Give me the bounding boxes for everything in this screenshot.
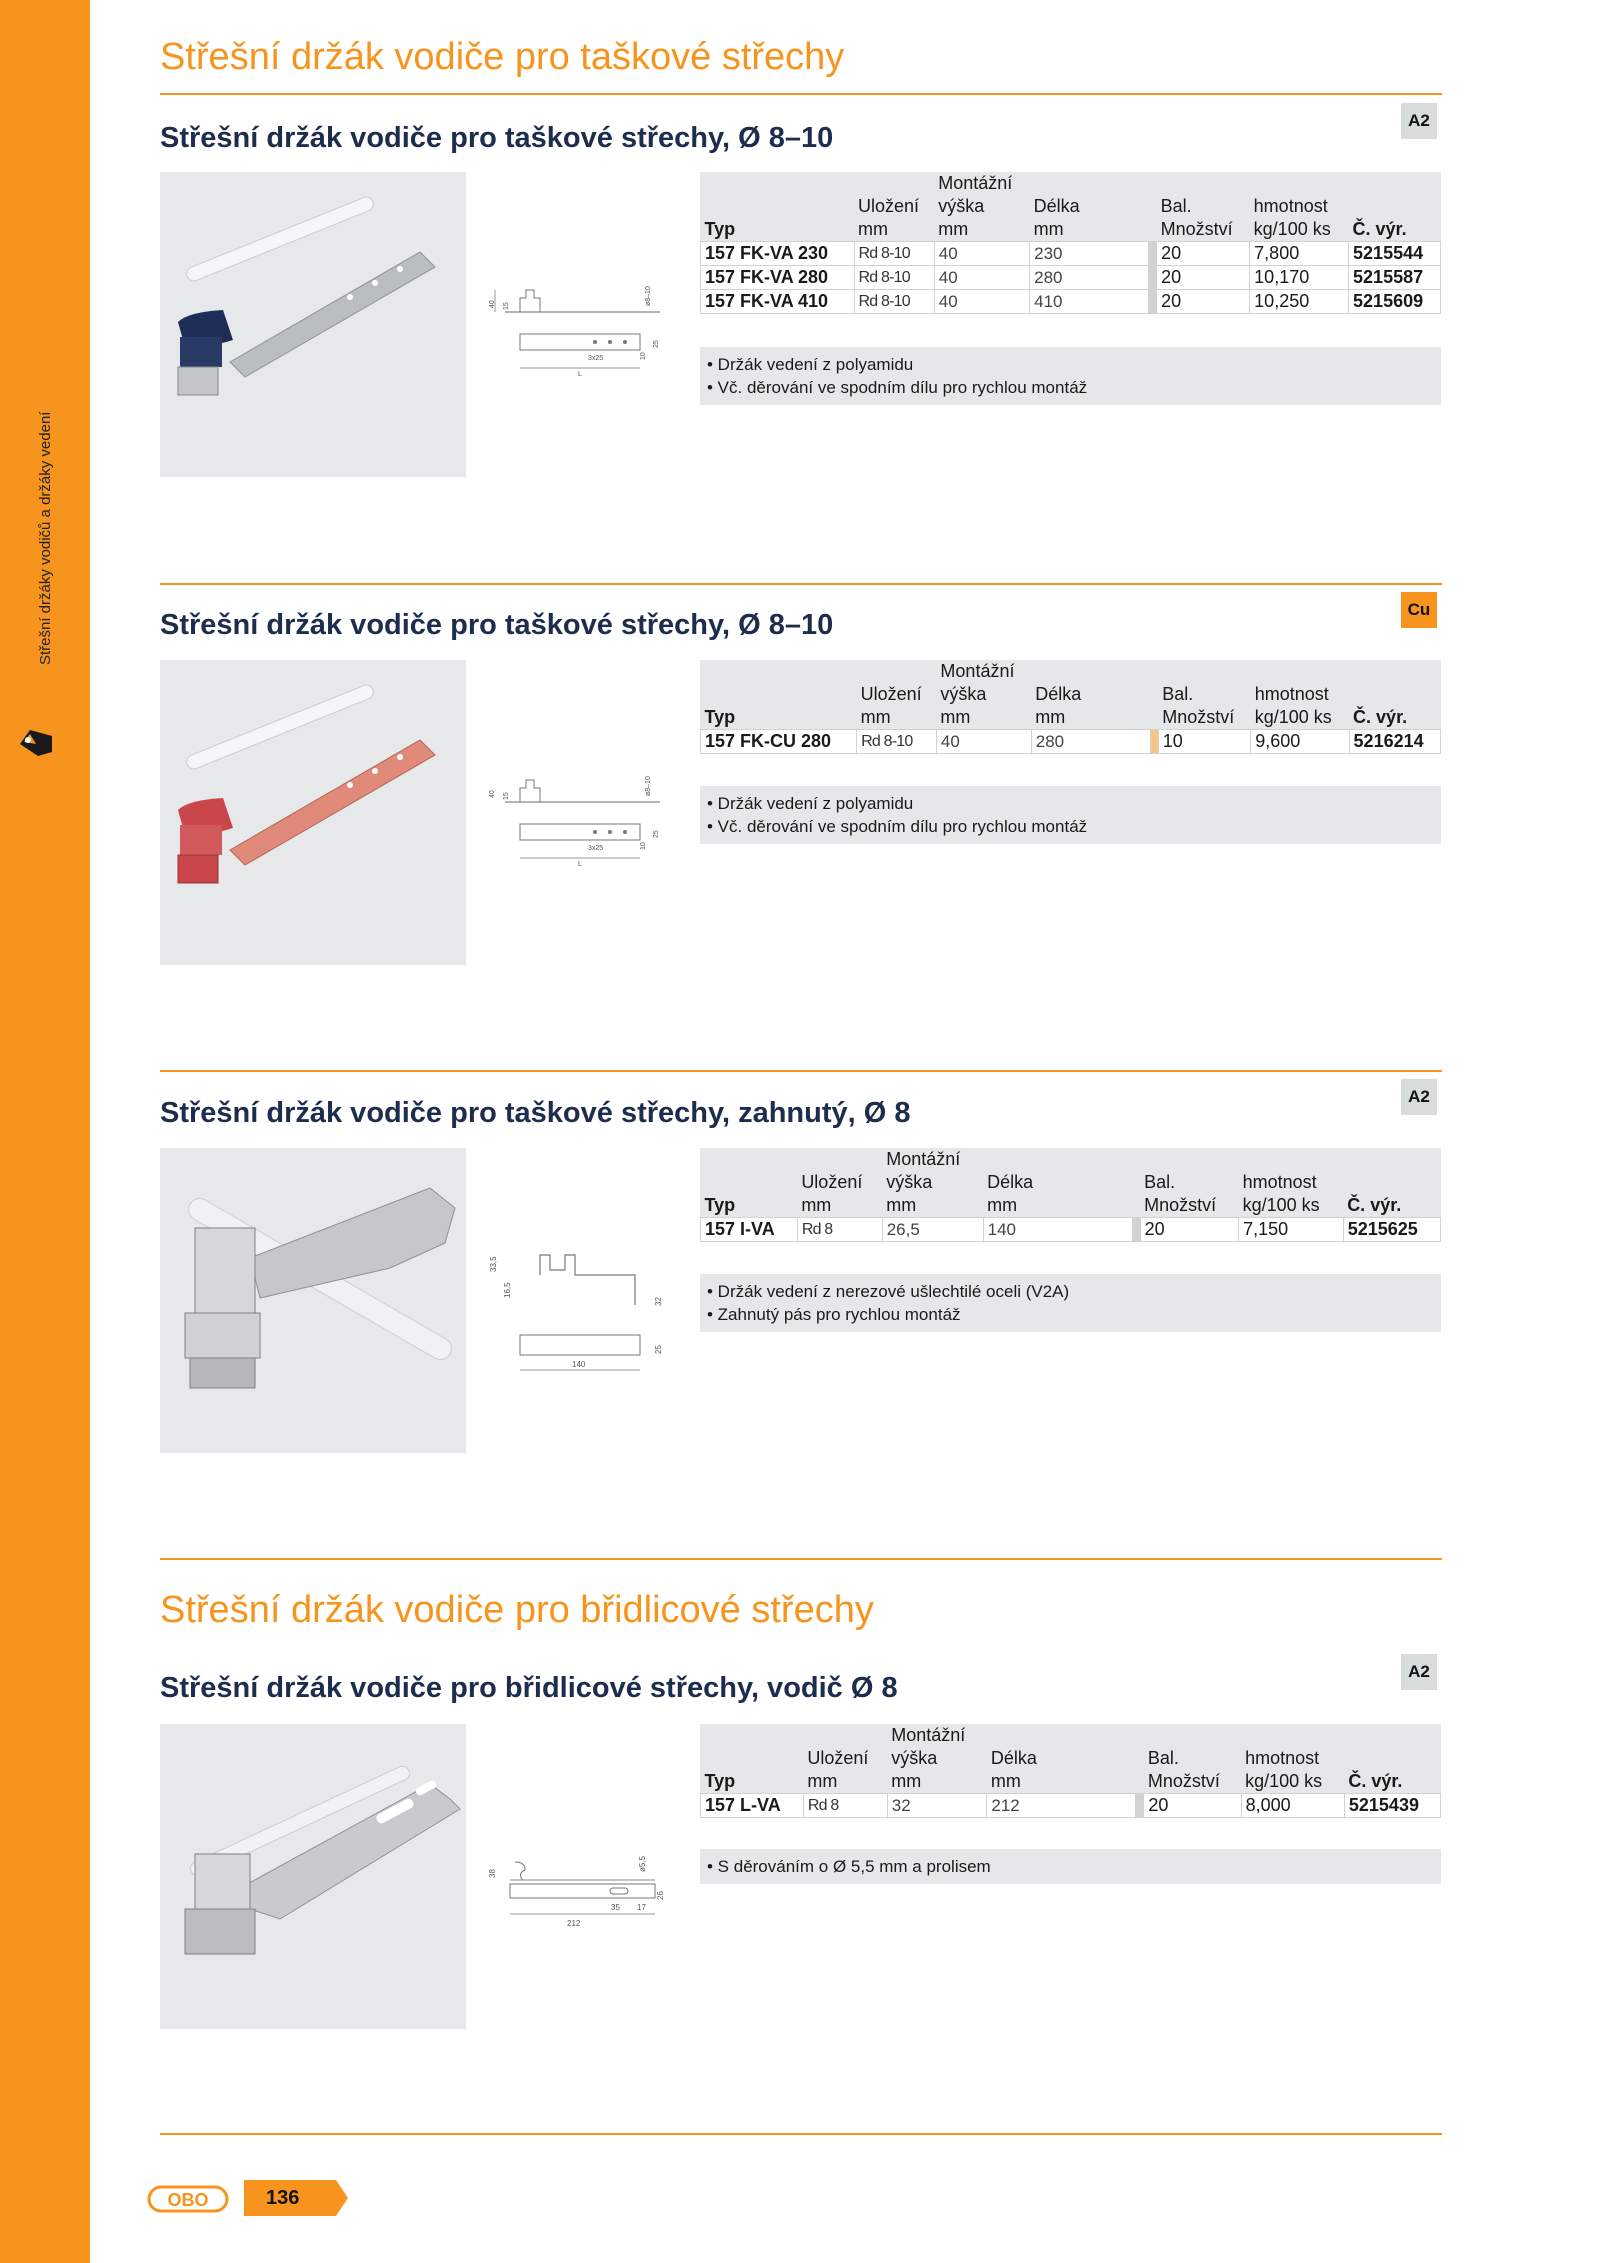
svg-text:40: 40 bbox=[489, 300, 496, 308]
divider bbox=[160, 583, 1442, 585]
sidebar-label: Střešní držáky vodičů a držáky vedení bbox=[37, 411, 54, 665]
svg-text:38: 38 bbox=[488, 1869, 497, 1878]
section-title: Střešní držák vodiče pro taškové střechy, Ø 8–10 bbox=[160, 609, 834, 641]
page-number: 136 bbox=[244, 2180, 348, 2216]
svg-text:26: 26 bbox=[656, 1891, 665, 1900]
svg-text:3x25: 3x25 bbox=[588, 355, 604, 362]
feature-list bbox=[700, 347, 1441, 405]
table-row: 157 L-VA Rd 8 32 212 20 8,000 5215439 bbox=[701, 1794, 1441, 1818]
svg-text:ø5,5: ø5,5 bbox=[638, 1855, 647, 1872]
material-badge: Cu bbox=[1401, 592, 1437, 628]
svg-text:25: 25 bbox=[653, 340, 660, 348]
svg-text:15: 15 bbox=[503, 792, 510, 800]
svg-text:ø8–10: ø8–10 bbox=[645, 286, 652, 306]
svg-text:10: 10 bbox=[640, 842, 647, 850]
svg-text:3x25: 3x25 bbox=[588, 845, 604, 852]
feature-list bbox=[700, 786, 1441, 844]
table-row: 157 I-VA Rd 8 26,5 140 20 7,150 5215625 bbox=[701, 1218, 1441, 1242]
technical-drawing bbox=[485, 1852, 675, 1942]
svg-text:15: 15 bbox=[503, 302, 510, 310]
section-title: Střešní držák vodiče pro taškové střechy, zahnutý, Ø 8 bbox=[160, 1097, 911, 1129]
material-badge: A2 bbox=[1401, 103, 1437, 139]
svg-text:ø8–10: ø8–10 bbox=[645, 776, 652, 796]
product-table: Montážní Uložení výška Délka Bal. hmotnost Typ mm mm mm Množství kg/100 ks Č. výr. 157 FK-VA 230 Rd 8-10 40 230 20 7,800 5215544 157 FK-VA 280 Rd 8-10 40 280 20 10,170 5215587 157 FK-VA 410 Rd 8-10 40 410 20 10,250 5215609 bbox=[700, 172, 1441, 314]
product-photo bbox=[160, 172, 466, 477]
divider bbox=[160, 2133, 1442, 2135]
obo-logo bbox=[148, 2184, 228, 2214]
feature-item: • Držák vedení z polyamidu bbox=[707, 794, 914, 813]
divider bbox=[160, 93, 1442, 95]
product-table: Montážní Uložení výška Délka Bal. hmotnost Typ mm mm mm Množství kg/100 ks Č. výr. 157 L-VA Rd 8 32 212 20 8,000 5215439 bbox=[700, 1724, 1441, 1818]
svg-text:32: 32 bbox=[654, 1297, 663, 1306]
product-photo bbox=[160, 1724, 466, 2029]
svg-text:10: 10 bbox=[640, 352, 647, 360]
svg-text:16,5: 16,5 bbox=[503, 1282, 512, 1298]
svg-text:40: 40 bbox=[489, 790, 496, 798]
divider bbox=[160, 1070, 1442, 1072]
product-table: Montážní Uložení výška Délka Bal. hmotnost Typ mm mm mm Množství kg/100 ks Č. výr. 157 FK-CU 280 Rd 8-10 40 280 10 9,600 5216214 bbox=[700, 660, 1441, 754]
material-badge: A2 bbox=[1401, 1079, 1437, 1115]
svg-text:L: L bbox=[578, 861, 582, 868]
roof-holder-icon bbox=[18, 722, 56, 760]
table-row: 157 FK-VA 410 Rd 8-10 40 410 20 10,250 5215609 bbox=[701, 290, 1441, 314]
feature-item: • Vč. děrování ve spodním dílu pro rychlou montáž bbox=[707, 378, 1088, 397]
feature-item: • Zahnutý pás pro rychlou montáž bbox=[707, 1305, 961, 1324]
svg-text:25: 25 bbox=[653, 830, 660, 838]
technical-drawing bbox=[490, 276, 670, 384]
svg-text:OBO: OBO bbox=[167, 2190, 209, 2210]
section-title: Střešní držák vodiče pro břidlicové střechy, vodič Ø 8 bbox=[160, 1672, 898, 1704]
table-row: 157 FK-CU 280 Rd 8-10 40 280 10 9,600 5216214 bbox=[701, 730, 1441, 754]
technical-drawing bbox=[480, 1240, 680, 1390]
material-badge: A2 bbox=[1401, 1654, 1437, 1690]
table-row: 157 FK-VA 230 Rd 8-10 40 230 20 7,800 5215544 bbox=[701, 242, 1441, 266]
product-table: Montážní Uložení výška Délka Bal. hmotnost Typ mm mm mm Množství kg/100 ks Č. výr. 157 I-VA Rd 8 26,5 140 20 7,150 5215625 bbox=[700, 1148, 1441, 1242]
divider bbox=[160, 1558, 1442, 1560]
feature-item: • S děrováním o Ø 5,5 mm a prolisem bbox=[707, 1857, 991, 1876]
svg-text:17: 17 bbox=[637, 1903, 646, 1912]
svg-text:25: 25 bbox=[654, 1345, 663, 1354]
feature-item: • Vč. děrování ve spodním dílu pro rychlou montáž bbox=[707, 817, 1088, 836]
product-photo bbox=[160, 1148, 466, 1453]
svg-text:140: 140 bbox=[572, 1360, 586, 1369]
technical-drawing bbox=[490, 766, 670, 874]
section-title: Střešní držák vodiče pro taškové střechy, Ø 8–10 bbox=[160, 122, 834, 154]
svg-text:212: 212 bbox=[567, 1919, 581, 1928]
product-photo bbox=[160, 660, 466, 965]
feature-item: • Držák vedení z polyamidu bbox=[707, 355, 914, 374]
main-title: Střešní držák vodiče pro taškové střechy bbox=[160, 36, 845, 78]
feature-item: • Držák vedení z nerezové ušlechtilé oceli (V2A) bbox=[707, 1282, 1070, 1301]
sidebar bbox=[0, 0, 90, 2263]
svg-text:33,5: 33,5 bbox=[489, 1256, 498, 1272]
table-row: 157 FK-VA 280 Rd 8-10 40 280 20 10,170 5215587 bbox=[701, 266, 1441, 290]
svg-text:35: 35 bbox=[611, 1903, 620, 1912]
main-title: Střešní držák vodiče pro břidlicové střechy bbox=[160, 1589, 874, 1631]
feature-list bbox=[700, 1849, 1441, 1884]
feature-list bbox=[700, 1274, 1441, 1332]
svg-text:L: L bbox=[578, 371, 582, 378]
